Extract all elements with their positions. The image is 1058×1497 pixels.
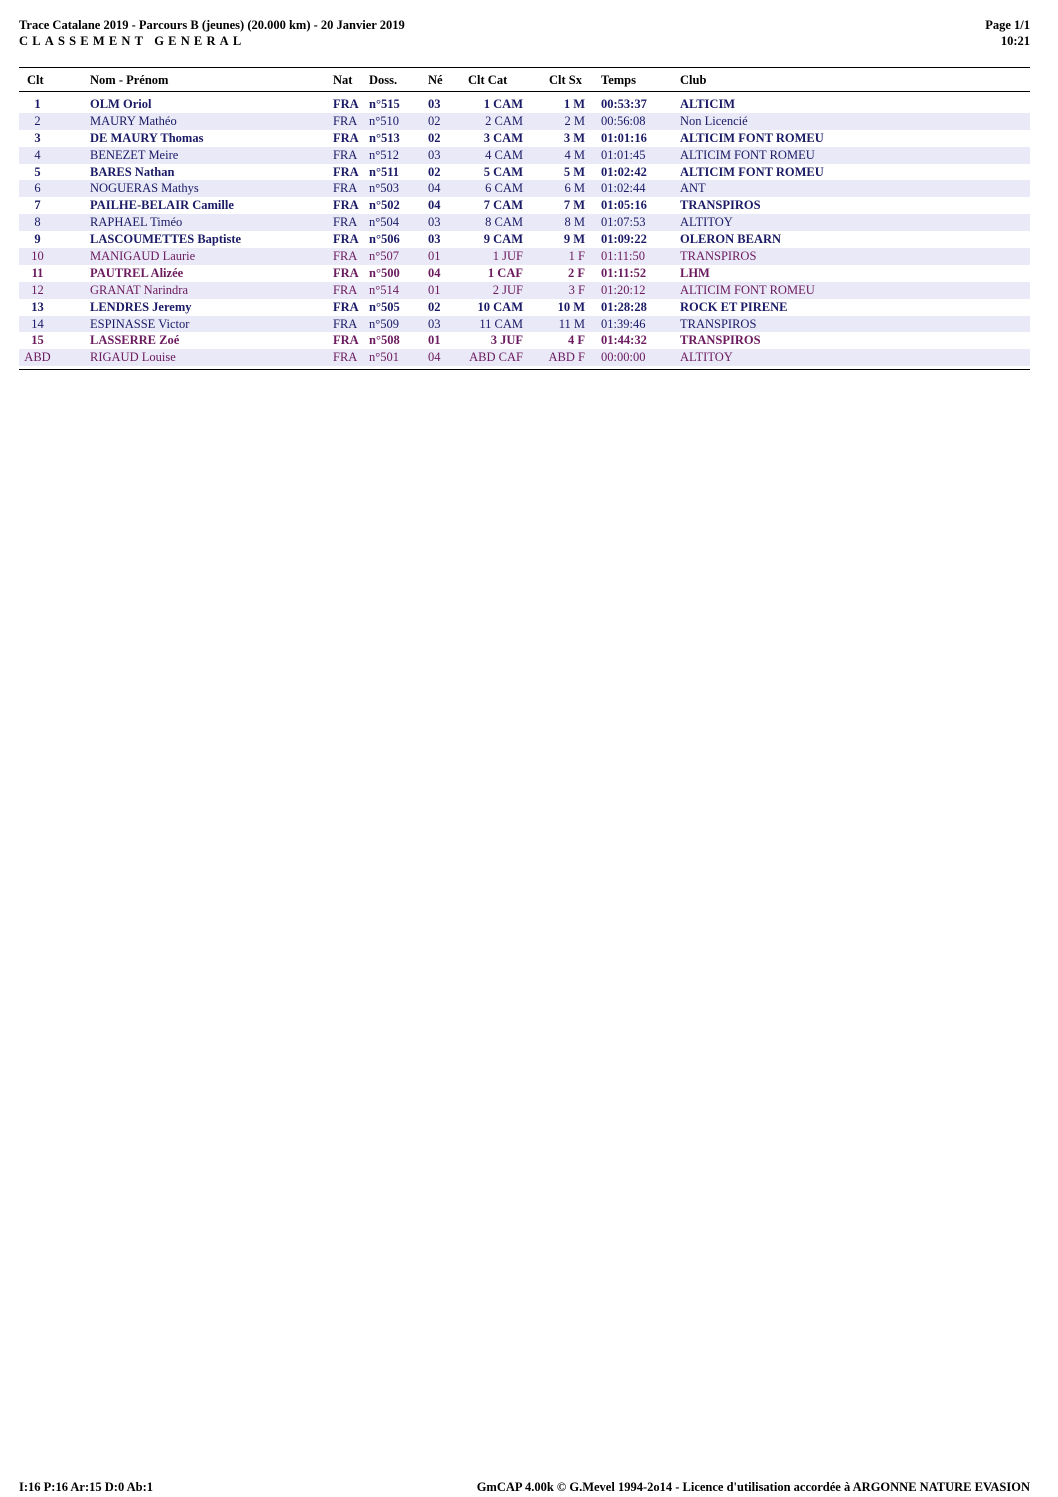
cell-sx: 4 M <box>564 147 585 162</box>
cell-ne: 03 <box>428 97 441 111</box>
page-number: Page 1/1 <box>985 18 1030 32</box>
cell-club: TRANSPIROS <box>680 333 761 348</box>
cell-time: 01:20:12 <box>601 282 646 297</box>
cell-name: RIGAUD Louise <box>90 350 176 365</box>
cell-doss: n°507 <box>369 249 399 264</box>
cell-time: 01:02:42 <box>601 164 647 179</box>
cell-cat: 5 CAM <box>483 164 523 179</box>
cell-doss: n°508 <box>369 333 400 348</box>
cell-time: 00:00:00 <box>601 350 646 365</box>
cell-clt: 14 <box>31 316 44 331</box>
cell-sx: 6 M <box>564 181 585 196</box>
cell-clt: 12 <box>31 282 44 297</box>
cell-sx: 4 F <box>567 333 585 348</box>
cell-name: MAURY Mathéo <box>90 113 177 128</box>
cell-nat: FRA <box>333 232 359 247</box>
cell-nat: FRA <box>333 147 358 162</box>
cell-ne: 02 <box>428 113 441 128</box>
cell-cat: 7 CAM <box>483 198 523 213</box>
cell-clt: 4 <box>34 147 41 162</box>
cell-sx: 2 M <box>564 113 585 128</box>
cell-ne: 02 <box>428 130 441 145</box>
cell-name: PAILHE-BELAIR Camille <box>90 198 234 213</box>
cell-name: LASSERRE Zoé <box>90 333 180 348</box>
document-subtitle: CLASSEMENT GENERAL <box>19 34 246 48</box>
cell-cat: ABD CAF <box>469 350 523 365</box>
table-row <box>19 113 1030 130</box>
cell-name: NOGUERAS Mathys <box>90 181 199 196</box>
cell-cat: 3 CAM <box>483 130 523 145</box>
cell-club: LHM <box>680 265 710 280</box>
cell-doss: n°511 <box>369 164 400 179</box>
cell-doss: n°500 <box>369 265 400 280</box>
table-row <box>19 96 1030 113</box>
cell-sx: 11 M <box>558 316 585 331</box>
table-row <box>19 197 1030 214</box>
cell-time: 01:07:53 <box>601 215 646 230</box>
cell-nat: FRA <box>333 198 359 213</box>
cell-time: 01:01:16 <box>601 130 647 145</box>
cell-ne: 03 <box>428 147 441 162</box>
cell-ne: 02 <box>428 299 441 314</box>
table-body <box>19 96 1030 366</box>
table-top-rule <box>19 67 1030 68</box>
cell-time: 01:39:46 <box>601 316 646 331</box>
cell-clt: 13 <box>31 299 44 314</box>
table-row <box>19 164 1030 181</box>
cell-name: RAPHAEL Timéo <box>90 215 183 230</box>
cell-doss: n°513 <box>369 130 400 145</box>
cell-time: 01:09:22 <box>601 232 647 247</box>
cell-clt: 15 <box>31 333 44 348</box>
cell-name: GRANAT Narindra <box>90 282 189 297</box>
table-row <box>19 231 1030 248</box>
column-header-doss: Doss. <box>369 73 398 87</box>
cell-doss: n°505 <box>369 299 400 314</box>
cell-cat: 3 JUF <box>490 333 523 348</box>
cell-nat: FRA <box>333 350 358 365</box>
column-header-time: Temps <box>601 73 636 87</box>
cell-cat: 2 CAM <box>485 113 523 128</box>
cell-clt: ABD <box>24 350 51 365</box>
cell-time: 00:53:37 <box>601 97 647 111</box>
cell-cat: 8 CAM <box>485 215 523 230</box>
cell-club: OLERON BEARN <box>680 232 782 247</box>
page-header <box>19 17 405 49</box>
cell-clt: 1 <box>34 97 41 111</box>
cell-sx: 3 M <box>563 130 585 145</box>
cell-cat: 1 JUF <box>492 249 523 264</box>
cell-cat: 11 CAM <box>479 316 523 331</box>
cell-nat: FRA <box>333 333 359 348</box>
document-title: Trace Catalane 2019 - Parcours B (jeunes) (20.000 km) - 20 Janvier 2019 <box>19 18 405 32</box>
cell-club: TRANSPIROS <box>680 249 757 264</box>
cell-time: 01:11:52 <box>601 265 647 280</box>
cell-ne: 03 <box>428 215 441 230</box>
cell-name: LASCOUMETTES Baptiste <box>90 232 242 247</box>
cell-time: 01:28:28 <box>601 299 647 314</box>
cell-sx: 9 M <box>563 232 585 247</box>
cell-nat: FRA <box>333 97 359 111</box>
cell-ne: 04 <box>428 350 441 365</box>
cell-sx: 2 F <box>567 265 585 280</box>
cell-club: ALTITOY <box>680 215 733 230</box>
cell-name: BARES Nathan <box>90 164 175 179</box>
table-row <box>19 214 1030 231</box>
cell-clt: 10 <box>31 249 44 264</box>
column-header-clt: Clt <box>27 73 44 87</box>
table-row <box>19 316 1030 333</box>
cell-ne: 01 <box>428 249 441 264</box>
cell-name: LENDRES Jeremy <box>90 299 192 314</box>
cell-time: 01:11:50 <box>601 249 645 264</box>
cell-club: ALTICIM FONT ROMEU <box>680 130 824 145</box>
cell-doss: n°512 <box>369 147 399 162</box>
cell-club: ROCK ET PIRENE <box>680 299 788 314</box>
table-row <box>19 332 1030 349</box>
cell-clt: 9 <box>34 232 41 247</box>
cell-nat: FRA <box>333 249 358 264</box>
cell-cat: 10 CAM <box>477 299 523 314</box>
cell-clt: 7 <box>34 198 41 213</box>
table-row <box>19 180 1030 197</box>
cell-ne: 04 <box>428 181 441 196</box>
cell-time: 01:02:44 <box>601 181 646 196</box>
cell-time: 00:56:08 <box>601 113 646 128</box>
cell-nat: FRA <box>333 164 359 179</box>
print-time: 10:21 <box>1000 34 1030 48</box>
cell-sx: 10 M <box>557 299 585 314</box>
cell-nat: FRA <box>333 282 358 297</box>
cell-doss: n°501 <box>369 350 399 365</box>
cell-doss: n°515 <box>369 97 400 111</box>
cell-time: 01:44:32 <box>601 333 647 348</box>
table-row <box>19 147 1030 164</box>
cell-nat: FRA <box>333 215 358 230</box>
cell-club: ALTITOY <box>680 350 733 365</box>
cell-club: ALTICIM <box>680 97 736 111</box>
cell-cat: 1 CAF <box>487 265 523 280</box>
cell-ne: 04 <box>428 198 441 213</box>
cell-ne: 02 <box>428 164 441 179</box>
cell-name: PAUTREL Alizée <box>90 265 184 280</box>
cell-clt: 11 <box>31 265 44 280</box>
cell-sx: ABD F <box>548 350 585 365</box>
table-row <box>19 265 1030 282</box>
cell-name: BENEZET Meire <box>90 147 179 162</box>
column-header-cat: Clt Cat <box>468 73 508 87</box>
cell-nat: FRA <box>333 265 359 280</box>
footer-stats: I:16 P:16 Ar:15 D:0 Ab:1 <box>19 1480 154 1494</box>
cell-club: Non Licencié <box>680 113 748 128</box>
cell-doss: n°509 <box>369 316 399 331</box>
cell-nat: FRA <box>333 113 358 128</box>
cell-club: ALTICIM FONT ROMEU <box>680 282 815 297</box>
cell-ne: 01 <box>428 282 441 297</box>
cell-club: TRANSPIROS <box>680 198 761 213</box>
cell-nat: FRA <box>333 299 359 314</box>
column-header-sx: Clt Sx <box>549 73 582 87</box>
cell-sx: 1 F <box>568 249 585 264</box>
cell-sx: 8 M <box>564 215 585 230</box>
page-header-right <box>985 17 1030 49</box>
cell-clt: 2 <box>34 113 41 128</box>
cell-club: ALTICIM FONT ROMEU <box>680 147 815 162</box>
cell-doss: n°503 <box>369 181 399 196</box>
cell-doss: n°504 <box>369 215 399 230</box>
cell-doss: n°506 <box>369 232 400 247</box>
column-header-name: Nom - Prénom <box>90 73 169 87</box>
table-row <box>19 130 1030 147</box>
cell-sx: 5 M <box>563 164 585 179</box>
cell-clt: 5 <box>34 164 41 179</box>
table-row <box>19 299 1030 316</box>
table-row <box>19 248 1030 265</box>
table-bottom-rule <box>19 369 1030 370</box>
cell-sx: 1 M <box>563 97 585 111</box>
cell-nat: FRA <box>333 130 359 145</box>
column-header-nat: Nat <box>333 73 353 87</box>
cell-cat: 1 CAM <box>483 97 523 111</box>
cell-name: ESPINASSE Victor <box>90 316 190 331</box>
cell-nat: FRA <box>333 316 358 331</box>
column-header-club: Club <box>680 73 707 87</box>
cell-ne: 01 <box>428 333 441 348</box>
cell-ne: 04 <box>428 265 441 280</box>
cell-ne: 03 <box>428 316 441 331</box>
cell-nat: FRA <box>333 181 358 196</box>
cell-sx: 7 M <box>563 198 585 213</box>
cell-club: TRANSPIROS <box>680 316 757 331</box>
table-row <box>19 282 1030 299</box>
cell-time: 01:01:45 <box>601 147 646 162</box>
cell-cat: 6 CAM <box>485 181 523 196</box>
cell-club: ALTICIM FONT ROMEU <box>680 164 824 179</box>
cell-name: OLM Oriol <box>90 97 152 111</box>
footer-credit: GmCAP 4.00k © G.Mevel 1994-2o14 - Licence d'utilisation accordée à ARGONNE NATURE EVASION <box>476 1480 1030 1494</box>
cell-clt: 3 <box>34 130 41 145</box>
table-row <box>19 349 1030 366</box>
cell-time: 01:05:16 <box>601 198 647 213</box>
cell-ne: 03 <box>428 232 441 247</box>
cell-doss: n°502 <box>369 198 400 213</box>
cell-cat: 2 JUF <box>492 282 523 297</box>
cell-name: MANIGAUD Laurie <box>90 249 196 264</box>
cell-clt: 8 <box>34 215 41 230</box>
column-header-ne: Né <box>428 73 443 87</box>
cell-sx: 3 F <box>568 282 585 297</box>
cell-doss: n°514 <box>369 282 399 297</box>
cell-cat: 9 CAM <box>483 232 523 247</box>
cell-name: DE MAURY Thomas <box>90 130 204 145</box>
cell-clt: 6 <box>34 181 41 196</box>
cell-club: ANT <box>680 181 706 196</box>
cell-doss: n°510 <box>369 113 399 128</box>
cell-cat: 4 CAM <box>485 147 523 162</box>
header-bottom-rule <box>19 91 1030 92</box>
